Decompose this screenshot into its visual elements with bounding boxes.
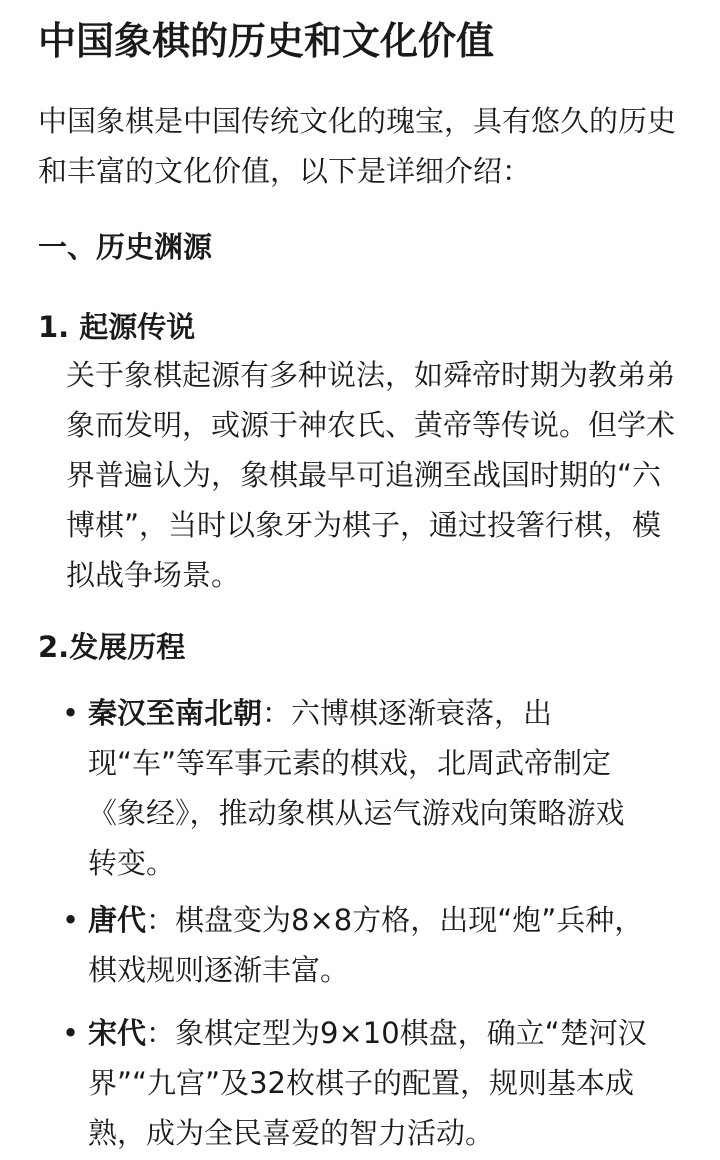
list-item-song [62, 1008, 662, 1158]
period-separator: ： [262, 696, 292, 730]
period-body [88, 895, 662, 995]
period-text: 棋盘变为8×8方格，出现“炮”兵种，棋戏规则逐渐丰富。 [88, 903, 644, 987]
period-separator: ： [146, 903, 176, 937]
bullet-marker: • [62, 696, 80, 730]
intro-paragraph: 中国象棋是中国传统文化的瑰宝，具有悠久的历史和丰富的文化价值，以下是详细介绍： [38, 104, 677, 188]
page-title: 中国象棋的历史和文化价值 [38, 19, 495, 63]
list-item-qin-han [62, 688, 652, 888]
list-item-tang [62, 895, 662, 995]
bullet-marker: • [62, 903, 80, 937]
section-heading-history: 一、历史渊源 [38, 230, 213, 264]
period-body [88, 1008, 662, 1158]
origin-paragraph: 关于象棋起源有多种说法，如舜帝时期为教弟弟象而发明，或源于神农氏、黄帝等传说。但学术界普遍认为，象棋最早可追溯至战国时期的“六博棋”，当时以象牙为棋子，通过投箸行棋，模拟战争场景。 [66, 358, 676, 592]
period-separator: ： [146, 1016, 176, 1050]
period-name: 唐代 [88, 903, 147, 937]
period-name: 秦汉至南北朝 [88, 696, 263, 730]
period-text: 象棋定型为9×10棋盘，确立“楚河汉界”“九宫”及32枚棋子的配置，规则基本成熟，成为全民喜爱的智力活动。 [88, 1016, 647, 1150]
period-name: 宋代 [88, 1016, 147, 1050]
subheading-origin: 1. 起源传说 [38, 310, 196, 344]
period-text: 六博棋逐渐衰落，出现“车”等军事元素的棋戏，北周武帝制定《象经》，推动象棋从运气游戏向策略游戏转变。 [88, 696, 625, 880]
period-body [88, 688, 652, 888]
subheading-development: 2.发展历程 [38, 630, 186, 664]
bullet-marker: • [62, 1016, 80, 1050]
